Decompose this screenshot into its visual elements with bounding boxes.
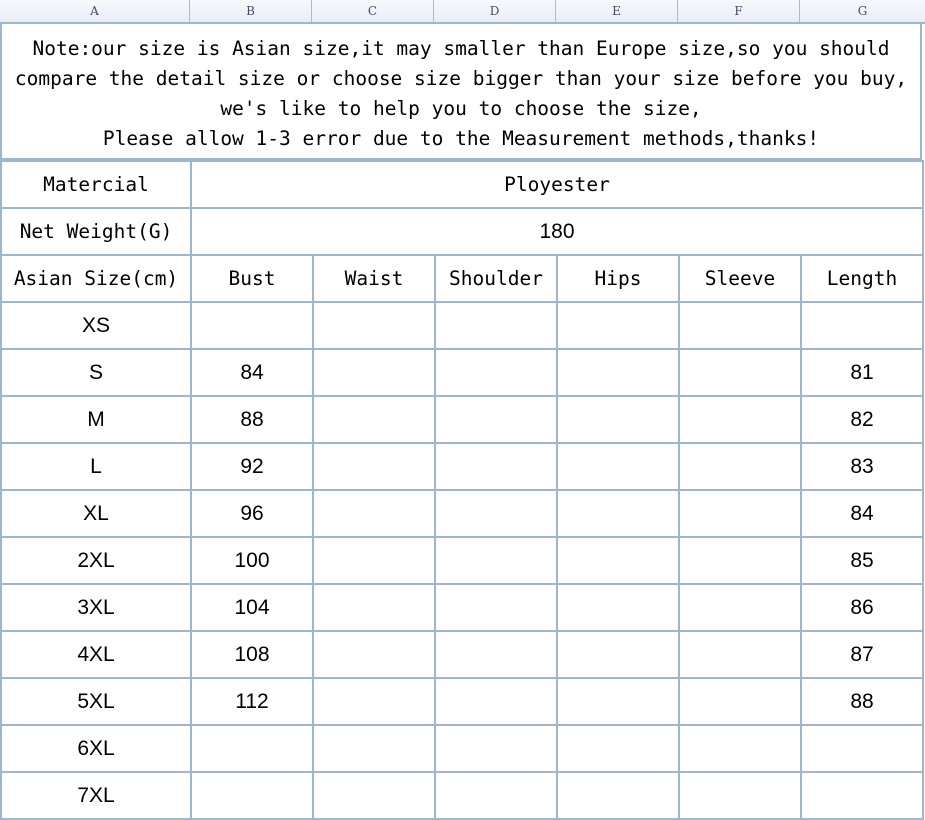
table-cell-shoulder[interactable]	[435, 537, 557, 584]
header-cell-waist[interactable]: Waist	[313, 255, 435, 302]
table-cell-shoulder[interactable]	[435, 302, 557, 349]
table-cell-waist[interactable]	[313, 584, 435, 631]
table-cell-length[interactable]: 87	[801, 631, 923, 678]
table-cell-size[interactable]: M	[1, 396, 191, 443]
table-cell-shoulder[interactable]	[435, 490, 557, 537]
table-cell-bust[interactable]: 112	[191, 678, 313, 725]
table-cell-bust[interactable]: 84	[191, 349, 313, 396]
column-header-e[interactable]: E	[556, 0, 678, 22]
header-row	[1, 255, 923, 302]
table-cell-hips[interactable]	[557, 302, 679, 349]
table-cell-bust[interactable]	[191, 772, 313, 819]
note-line-2: compare the detail size or choose size bigger than your size before you buy,	[14, 67, 908, 90]
table-cell-shoulder[interactable]	[435, 678, 557, 725]
table-cell-length[interactable]: 85	[801, 537, 923, 584]
table-row	[1, 302, 923, 349]
table-cell-sleeve[interactable]	[679, 725, 801, 772]
table-cell-sleeve[interactable]	[679, 631, 801, 678]
table-cell-bust[interactable]: 88	[191, 396, 313, 443]
table-cell-waist[interactable]	[313, 537, 435, 584]
table-cell-sleeve[interactable]	[679, 490, 801, 537]
material-row	[1, 161, 923, 208]
table-cell-hips[interactable]	[557, 584, 679, 631]
note-line-4: Please allow 1-3 error due to the Measurement methods,thanks!	[102, 127, 820, 150]
table-cell-size[interactable]: 3XL	[1, 584, 191, 631]
table-cell-sleeve[interactable]	[679, 302, 801, 349]
table-cell-hips[interactable]	[557, 678, 679, 725]
table-cell-bust[interactable]: 100	[191, 537, 313, 584]
table-cell-hips[interactable]	[557, 443, 679, 490]
table-cell-sleeve[interactable]	[679, 396, 801, 443]
table-cell-size[interactable]: XL	[1, 490, 191, 537]
table-cell-size[interactable]: 6XL	[1, 725, 191, 772]
table-cell-size[interactable]: S	[1, 349, 191, 396]
table-cell-bust[interactable]: 92	[191, 443, 313, 490]
table-cell-length[interactable]: 83	[801, 443, 923, 490]
note-line-1: Note:our size is Asian size,it may smaller than Europe size,so you should	[32, 37, 890, 60]
table-cell-waist[interactable]	[313, 349, 435, 396]
table-row	[1, 396, 923, 443]
table-cell-size[interactable]: 4XL	[1, 631, 191, 678]
net-weight-label-cell[interactable]: Net Weight(G)	[1, 208, 191, 255]
table-row	[1, 678, 923, 725]
table-row	[1, 584, 923, 631]
table-cell-size[interactable]: 2XL	[1, 537, 191, 584]
table-cell-length[interactable]: 82	[801, 396, 923, 443]
table-row	[1, 537, 923, 584]
table-cell-shoulder[interactable]	[435, 584, 557, 631]
note-line-3: we's like to help you to choose the size,	[220, 97, 702, 120]
table-row	[1, 349, 923, 396]
table-cell-length[interactable]: 88	[801, 678, 923, 725]
table-cell-waist[interactable]	[313, 443, 435, 490]
table-cell-size[interactable]: 5XL	[1, 678, 191, 725]
table-cell-length[interactable]	[801, 302, 923, 349]
table-cell-waist[interactable]	[313, 772, 435, 819]
header-cell-asian-size[interactable]: Asian Size(cm)	[1, 255, 191, 302]
net-weight-value-cell[interactable]: 180	[191, 208, 923, 255]
table-cell-shoulder[interactable]	[435, 443, 557, 490]
header-cell-sleeve[interactable]: Sleeve	[679, 255, 801, 302]
table-cell-bust[interactable]	[191, 725, 313, 772]
table-cell-length[interactable]	[801, 725, 923, 772]
table-cell-waist[interactable]	[313, 490, 435, 537]
column-header-bar	[0, 0, 925, 24]
table-cell-sleeve[interactable]	[679, 678, 801, 725]
table-cell-shoulder[interactable]	[435, 772, 557, 819]
table-cell-bust[interactable]	[191, 302, 313, 349]
table-cell-hips[interactable]	[557, 490, 679, 537]
table-row	[1, 725, 923, 772]
net-weight-row	[1, 208, 923, 255]
header-cell-hips[interactable]: Hips	[557, 255, 679, 302]
table-cell-size[interactable]: L	[1, 443, 191, 490]
header-cell-shoulder[interactable]: Shoulder	[435, 255, 557, 302]
table-cell-length[interactable]: 84	[801, 490, 923, 537]
table-cell-length[interactable]: 81	[801, 349, 923, 396]
column-header-f[interactable]: F	[678, 0, 800, 22]
column-header-b[interactable]: B	[190, 0, 312, 22]
table-cell-shoulder[interactable]	[435, 349, 557, 396]
table-cell-hips[interactable]	[557, 725, 679, 772]
material-value-cell[interactable]: Ployester	[191, 161, 923, 208]
table-row	[1, 443, 923, 490]
table-cell-waist[interactable]	[313, 725, 435, 772]
table-row	[1, 631, 923, 678]
table-cell-hips[interactable]	[557, 396, 679, 443]
column-header-c[interactable]: C	[312, 0, 434, 22]
header-cell-bust[interactable]: Bust	[191, 255, 313, 302]
table-cell-sleeve[interactable]	[679, 772, 801, 819]
header-cell-length[interactable]: Length	[801, 255, 923, 302]
column-header-g[interactable]: G	[857, 4, 868, 18]
table-cell-sleeve[interactable]	[679, 349, 801, 396]
table-cell-hips[interactable]	[557, 537, 679, 584]
table-cell-length[interactable]	[801, 772, 923, 819]
table-cell-size[interactable]: 7XL	[1, 772, 191, 819]
column-header-a[interactable]: A	[0, 0, 190, 22]
table-cell-shoulder[interactable]	[435, 725, 557, 772]
table-cell-sleeve[interactable]	[679, 537, 801, 584]
table-cell-bust[interactable]: 104	[191, 584, 313, 631]
table-cell-shoulder[interactable]	[435, 396, 557, 443]
table-cell-waist[interactable]	[313, 678, 435, 725]
table-cell-sleeve[interactable]	[679, 443, 801, 490]
size-chart-table	[0, 160, 924, 820]
material-label-cell[interactable]: Matercial	[1, 161, 191, 208]
table-cell-waist[interactable]	[313, 631, 435, 678]
table-cell-size[interactable]: XS	[1, 302, 191, 349]
table-cell-sleeve[interactable]	[679, 584, 801, 631]
table-cell-waist[interactable]	[313, 396, 435, 443]
table-cell-hips[interactable]	[557, 349, 679, 396]
column-header-d[interactable]: D	[434, 0, 556, 22]
table-cell-length[interactable]: 86	[801, 584, 923, 631]
table-cell-bust[interactable]: 96	[191, 490, 313, 537]
table-cell-hips[interactable]	[557, 631, 679, 678]
table-row	[1, 490, 923, 537]
size-note-cell[interactable]	[0, 24, 922, 160]
table-cell-bust[interactable]: 108	[191, 631, 313, 678]
table-cell-hips[interactable]	[557, 772, 679, 819]
table-row	[1, 772, 923, 819]
table-cell-shoulder[interactable]	[435, 631, 557, 678]
table-cell-waist[interactable]	[313, 302, 435, 349]
